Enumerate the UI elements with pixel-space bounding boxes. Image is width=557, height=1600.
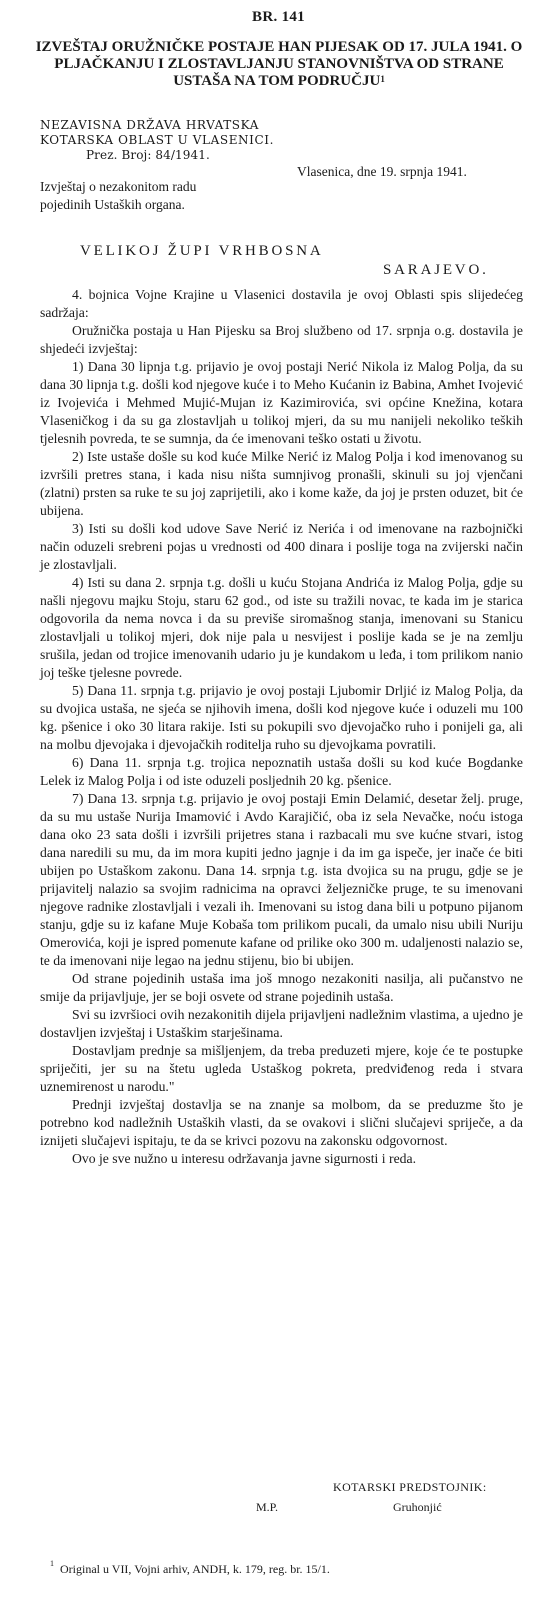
paragraph: 7) Dana 13. srpnja t.g. prijavio je ovoj postaji Emin Delamić, desetar želj. pruge, da su mu ustaše Nurija Imamović i Avdo Karajičić, oba iz sela Nevačke, noću istoga dana oko 23 sata došli i izvršili prijetres stana i razbacali mu sve kućne stvari, istog dana naredili su mu, da im mora kupiti jedno jagnje i da im ga ispeče, jer inače će biti ubijen po Ustaškom zakonu. Dana 14. srpnja t.g. ista dvojica su na prugu, gdje se je prijavitelj nalazio sa svojim radnicima na opravci željezničke pruge, te su imenovani njegove radnike zlostavljali i vezali ih. Imenovani su istog dana bili u potpuno pijanom stanju, gdje su iz kafane Muje Kobaša tom prilikom pucali, da umalo nisu ubili Nuriju Omerovića, koji je ispred pomenute kafane od prilike oko 300 m. udaljenosti nalazio se, te da imenovani nije legao na jednu stijenu, bio bi ubijen. <box>40 791 523 968</box>
place-date: Vlasenica, dne 19. srpnja 1941. <box>297 164 467 179</box>
paragraph: 2) Iste ustaše došle su kod kuće Milke Nerić iz Malog Polja i kod imenovanog su izvršili pretres stana, i kada nisu ništa sumnjivog pronašli, skinuli su joj vjenčani (zlatni) prsten sa ruke te su joj zaprijetili, ako i kome kaže, da joj je prsten oduzet, bit će ubijena. <box>40 449 523 518</box>
document-number: BR. 141 <box>252 9 305 25</box>
paragraph: Ovo je sve nužno u interesu održavanja javne sigurnosti i reda. <box>72 1151 416 1166</box>
paragraph: Dostavljam prednje sa mišljenjem, da treba preduzeti mjere, koje će te postupke spriječiti, jer su na štetu ugleda Ustaškog pokreta, predviđenog reda i stvara uznemirenost u narodu." <box>40 1043 523 1094</box>
subject-line-1: Izvještaj o nezakonitom radu <box>40 179 197 194</box>
paragraph: Prednji izvještaj dostavlja se na znanje sa molbom, da se preduzme što je potrebno kod nadležnih Ustaških vlasti, da se ovakovi i slični slučajevi spriječe, a da iznijeti slučajevi ispitaju, te da se krivci pozovu na zakonsku odgovornost. <box>40 1097 523 1148</box>
paragraph: Oružnička postaja u Han Pijesku sa Broj službeno od 17. srpnja o.g. dostavila je shjedeći izvještaj: <box>40 323 523 356</box>
addressee-line-1: VELIKOJ ŽUPI VRHBOSNA <box>80 243 324 259</box>
paragraph: 6) Dana 11. srpnja t.g. trojica nepoznatih ustaša došli su kod kuće Bogdanke Lelek iz Malog Polja i od iste oduzeli posljednih 20 kg. pšenice. <box>40 755 523 788</box>
document-title-text: IZVEŠTAJ ORUŽNIČKE POSTAJE HAN PIJESAK OD 17. JULA 1941. O PLJAČKANJU I ZLOSTAVLJANJU STANOVNIŠTVA OD STRANE USTAŠA NA TOM PODRUČJU <box>35 39 523 89</box>
header-office: KOTARSKA OBLAST U VLASENICI. <box>40 133 275 147</box>
footnote-text: Original u VII, Vojni arhiv, ANDH, k. 179, reg. br. 15/1. <box>60 1562 330 1576</box>
paragraph: 1) Dana 30 lipnja t.g. prijavio je ovoj postaji Nerić Nikola iz Malog Polja, da su dana 30 lipnja t.g. došli kod njegove kuće i to Meho Kućanin iz Babina, Amhet Ivojević iz Ivojevića i Mehmed Mujić-Mujan iz Kazimirovića, svi općine Knežina, kotara Vlaseničkog i da su ga zlostavljah u tolikoj mjeri, da su mu nanijeli nekoliko teških tjelesnih povreda, te se sumnja, da će imenovani teško ostati u životu. <box>40 359 523 446</box>
footnote <box>50 1559 330 1577</box>
footnote-mark: 1 <box>50 1559 54 1568</box>
document-body <box>40 286 523 1168</box>
addressee-line-2: SARAJEVO. <box>383 262 489 278</box>
subject-line-2: pojedinih Ustaških organa. <box>40 197 185 212</box>
seal-mark: M.P. <box>256 1500 279 1514</box>
signature-name: Gruhonjić <box>393 1500 442 1514</box>
paragraph: Od strane pojedinih ustaša ima još mnogo nezakoniti nasilja, ali pučanstvo ne smije da prijavljuje, jer se boji osvete od strane pojedinih ustaša. <box>40 971 523 1004</box>
paragraph: 4) Isti su dana 2. srpnja t.g. došli u kuću Stojana Andrića iz Malog Polja, gdje su našli njegovu majku Stoju, staru 62 god., od iste su tražili novac, te kada im je starica odgovorila da nema novca i da su previše siromašnog stanja, imenovani su Stanicu zlostavljali u tolikoj mjeri, dok nije pala u nesvijest i poslije kada se je na zemlju srušila, jedan od trojice imenovanih udario ju je kundakom u leđa, i tom prilikom nanio joj teške tjelesne povrede. <box>40 575 523 680</box>
paragraph: Svi su izvršioci ovih nezakonitih dijela prijavljeni nadležnim vlastima, a ujedno je dostavljen izvještaj i Ustaškim starješinama. <box>40 1007 523 1040</box>
paragraph: 4. bojnica Vojne Krajine u Vlasenici dostavila je ovoj Oblasti spis slijedećeg sadržaja: <box>40 287 523 320</box>
paragraph: 3) Isti su došli kod udove Save Nerić iz Nerića i od imenovane na razbojnički način oduzeli srebreni pojas u vrednosti od 400 dinara i poslije toga na zvijerski način je zlostavljali. <box>40 521 523 572</box>
title-footnote-mark: 1 <box>380 74 385 84</box>
signature-title: KOTARSKI PREDSTOJNIK: <box>333 1480 487 1494</box>
header-reference-number: Prez. Broj: 84/1941. <box>86 148 210 162</box>
document-title <box>34 39 524 90</box>
header-state: NEZAVISNA DRŽAVA HRVATSKA <box>40 118 259 132</box>
paragraph: 5) Dana 11. srpnja t.g. prijavio je ovoj postaji Ljubomir Drljić iz Malog Polja, da su dvojica ustaša, ne sjeća se njihovih imena, došli kod njegove kuće i oduzeli mu 100 kg. pšenice i oko 30 litara rakije. Isti su pokupili svo djevojačko ruho i ponijeli ga, ali na molbu djevojaka i djevojačkih roditelja ruho su djevojkama povratili. <box>40 683 523 752</box>
